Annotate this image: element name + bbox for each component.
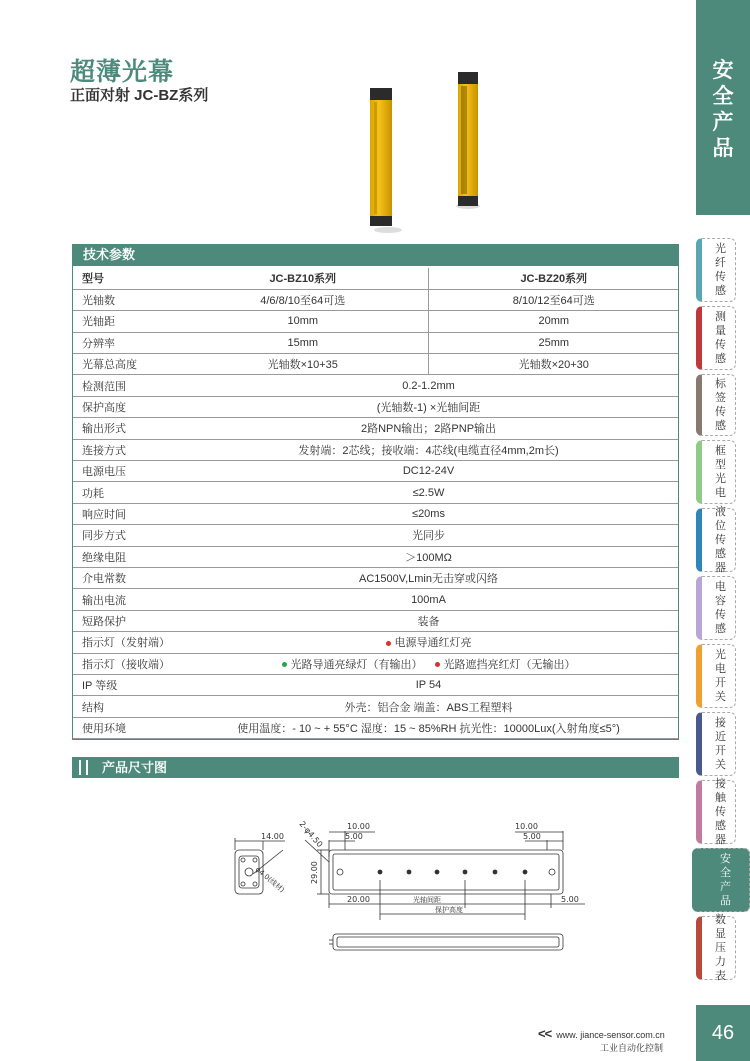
tab-7[interactable] xyxy=(696,712,736,776)
row-label: 介电常数 xyxy=(72,567,178,588)
header-label: 型号 xyxy=(72,268,178,289)
table-row xyxy=(72,332,679,353)
row-value: 使用温度：- 10 ~ + 55°C 湿度：15 ~ 85%RH 抗光性：10000Lux(入射角度≤5°) xyxy=(178,717,679,738)
row-label: 结构 xyxy=(72,696,178,717)
indicator-red-text: 光路遮挡亮红灯（无输出） xyxy=(443,658,576,671)
tab-label: 测量传感 xyxy=(715,311,726,365)
tab-label: 标签传感 xyxy=(715,378,726,432)
row-label: 电源电压 xyxy=(72,461,178,482)
row-label: 同步方式 xyxy=(72,525,178,546)
row-value: 外壳：铝合金 端盖：ABS工程塑料 xyxy=(178,696,679,717)
dim-14: 14.00 xyxy=(261,832,284,841)
row-label: 输出电流 xyxy=(72,589,178,610)
header-col1: JC-BZ10系列 xyxy=(178,268,428,289)
row-value: (光轴数-1) ×光轴间距 xyxy=(178,396,679,417)
row-col1: 4/6/8/10至64可选 xyxy=(178,289,428,310)
tab-label: 光电开关 xyxy=(715,649,726,703)
dim-10-left: 10.00 xyxy=(347,822,370,831)
tab-6[interactable] xyxy=(696,644,736,708)
table-row xyxy=(72,632,679,653)
page-number: 46 xyxy=(696,1005,750,1061)
green-dot-icon xyxy=(282,662,287,667)
category-label: 安全产品 xyxy=(712,59,734,160)
tab-10[interactable] xyxy=(696,916,736,980)
table-row xyxy=(72,567,679,588)
footer-url[interactable]: www. jiance-sensor.com.cn xyxy=(556,1030,665,1040)
row-label: 使用环境 xyxy=(72,717,178,738)
row-value: 100mA xyxy=(178,589,679,610)
table-row xyxy=(72,653,679,674)
product-image xyxy=(360,66,490,236)
row-label: 光幕总高度 xyxy=(72,354,178,375)
table-row xyxy=(72,525,679,546)
row-col1: 10mm xyxy=(178,311,428,332)
dim-cable: φ4.0(线材) xyxy=(253,865,286,895)
table-row xyxy=(72,354,679,375)
row-label: 光轴数 xyxy=(72,289,178,310)
row-value: 发射端：2芯线；接收端：4芯线(电缆直径4mm,2m长) xyxy=(178,439,679,460)
row-value: 光同步 xyxy=(178,525,679,546)
row-col2: 25mm xyxy=(428,332,679,353)
footer-url-line xyxy=(538,1026,665,1041)
table-row xyxy=(72,461,679,482)
section-marker-icon xyxy=(77,760,91,775)
tab-label: 安全产品 xyxy=(720,853,731,907)
tab-label: 液位传感器 xyxy=(715,506,726,574)
row-label: 响应时间 xyxy=(72,503,178,524)
dimension-section-title: 产品尺寸图 xyxy=(72,757,679,778)
tab-4[interactable] xyxy=(696,508,736,572)
category-title xyxy=(696,0,750,215)
dimension-drawing xyxy=(225,810,585,960)
tab-label: 数显压力表 xyxy=(715,914,726,982)
red-dot-icon xyxy=(435,662,440,667)
row-value: AC1500V,Lmin无击穿或闪络 xyxy=(178,567,679,588)
table-row xyxy=(72,589,679,610)
tab-0[interactable] xyxy=(696,238,736,302)
dim-10-right: 10.00 xyxy=(515,822,538,831)
table-row xyxy=(72,696,679,717)
table-row xyxy=(72,289,679,310)
dim-5-left: 5.00 xyxy=(345,832,363,841)
row-col2: 8/10/12至64可选 xyxy=(428,289,679,310)
row-col2: 光轴数×20+30 xyxy=(428,354,679,375)
row-col1: 15mm xyxy=(178,332,428,353)
table-row xyxy=(72,418,679,439)
row-value: ＞100MΩ xyxy=(178,546,679,567)
table-row xyxy=(72,717,679,738)
row-value: ≤2.5W xyxy=(178,482,679,503)
table-row xyxy=(72,503,679,524)
dim-hole: 2-φ4.50 xyxy=(297,819,325,850)
row-value: ≤20ms xyxy=(178,503,679,524)
dim-5-right: 5.00 xyxy=(523,832,541,841)
table-row xyxy=(72,674,679,695)
tab-1[interactable] xyxy=(696,306,736,370)
spec-table xyxy=(72,268,679,739)
table-row xyxy=(72,311,679,332)
dim-pitch: 光轴间距 xyxy=(413,896,441,904)
page-title: 超薄光幕 xyxy=(70,58,175,86)
dim-protect: 保护高度 xyxy=(435,906,463,914)
indicator-text: 电源导通红灯亮 xyxy=(394,637,472,650)
row-value: 2路NPN输出；2路PNP输出 xyxy=(178,418,679,439)
row-col1: 光轴数×10+35 xyxy=(178,354,428,375)
table-row xyxy=(72,610,679,631)
row-label: 短路保护 xyxy=(72,610,178,631)
page-subtitle: 正面对射 JC-BZ系列 xyxy=(70,87,209,104)
row-label: 绝缘电阻 xyxy=(72,546,178,567)
spec-section-title: 技术参数 xyxy=(72,244,679,266)
row-value: DC12-24V xyxy=(178,461,679,482)
indicator-green-text: 光路导通亮绿灯（有输出） xyxy=(290,658,423,671)
dim-29: 29.00 xyxy=(310,861,319,884)
table-row xyxy=(72,396,679,417)
table-row xyxy=(72,375,679,396)
header-col2: JC-BZ20系列 xyxy=(428,268,679,289)
tab-2[interactable] xyxy=(696,374,736,436)
tab-label: 接触传感器 xyxy=(715,778,726,846)
row-value xyxy=(178,653,679,674)
row-label: 光轴距 xyxy=(72,311,178,332)
row-label: IP 等级 xyxy=(72,674,178,695)
tab-label: 接近开关 xyxy=(715,717,726,771)
row-label: 指示灯（发射端） xyxy=(72,632,178,653)
row-value xyxy=(178,632,679,653)
table-row xyxy=(72,482,679,503)
row-label: 输出形式 xyxy=(72,418,178,439)
dim-5-bottom: 5.00 xyxy=(561,895,579,904)
tab-9[interactable] xyxy=(692,848,750,912)
table-header-row xyxy=(72,268,679,289)
row-value: IP 54 xyxy=(178,674,679,695)
tab-label: 框型光电 xyxy=(715,445,726,499)
row-label: 保护高度 xyxy=(72,396,178,417)
row-label: 连接方式 xyxy=(72,439,178,460)
row-label: 指示灯（接收端） xyxy=(72,653,178,674)
tab-label: 光纤传感 xyxy=(715,243,726,297)
tab-5[interactable] xyxy=(696,576,736,640)
dim-20: 20.00 xyxy=(347,895,370,904)
table-row xyxy=(72,546,679,567)
tab-8[interactable] xyxy=(696,780,736,844)
table-row xyxy=(72,439,679,460)
footer-subtitle: 工业自动化控制 xyxy=(600,1043,664,1053)
arrow-icon: << xyxy=(538,1026,552,1041)
row-label: 功耗 xyxy=(72,482,178,503)
row-col2: 20mm xyxy=(428,311,679,332)
row-value: 装备 xyxy=(178,610,679,631)
tab-3[interactable] xyxy=(696,440,736,504)
row-label: 分辨率 xyxy=(72,332,178,353)
row-value: 0.2-1.2mm xyxy=(178,375,679,396)
red-dot-icon xyxy=(386,641,391,646)
row-label: 检测范围 xyxy=(72,375,178,396)
tab-label: 电容传感 xyxy=(715,581,726,635)
